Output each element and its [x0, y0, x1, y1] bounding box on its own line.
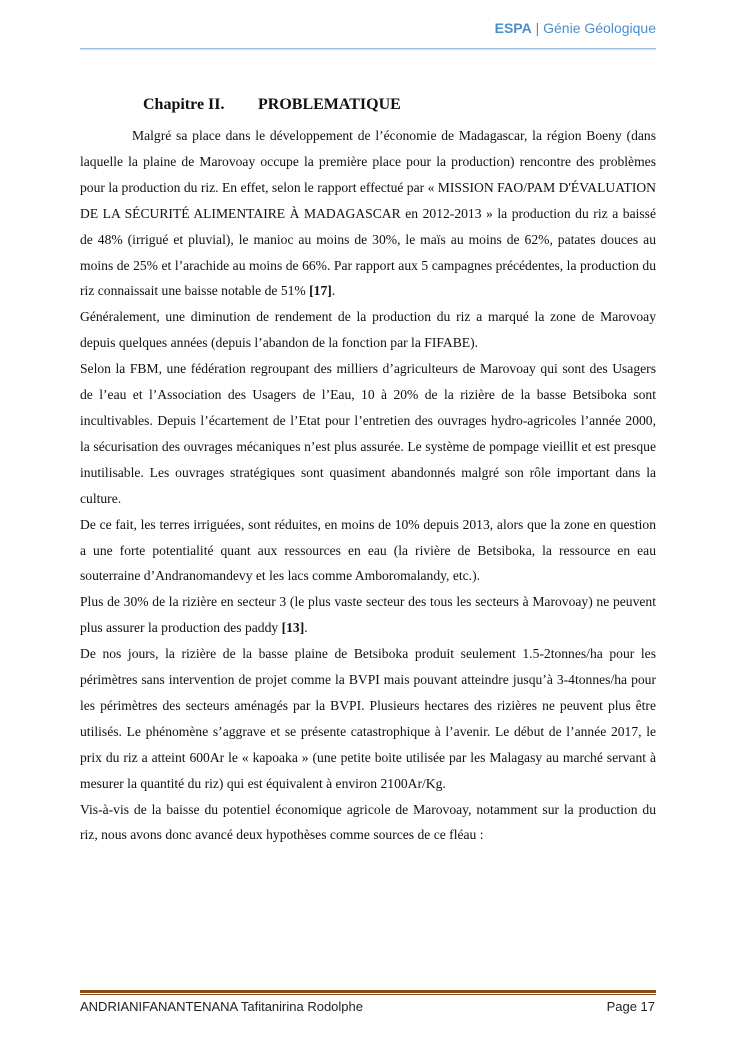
header-divider — [80, 48, 656, 49]
footer-author: ANDRIANIFANANTENANA Tafitanirina Rodolphe — [80, 999, 363, 1014]
chapter-number: Chapitre II. — [143, 96, 225, 113]
body-text — [80, 123, 656, 848]
paragraph-text: Généralement, une diminution de rendement de la production du riz a marqué la zone de Marovoay depuis quelques années (depuis l’abandon de la fonction par la FIFABE). — [80, 309, 656, 351]
paragraph-end: . — [331, 283, 336, 299]
paragraph — [80, 641, 656, 796]
paragraph — [80, 123, 656, 304]
footer-divider-thin — [80, 994, 656, 995]
header-department: Génie Géologique — [543, 20, 656, 36]
footer-divider-thick — [80, 990, 656, 993]
citation-ref: [17] — [309, 283, 332, 299]
header-separator: | — [531, 20, 544, 36]
paragraph-text: De nos jours, la rizière de la basse plaine de Betsiboka produit seulement 1.5-2tonnes/ha pour les périmètres sans intervention de projet comme la BVPI mais pouvant atteindre jusqu’à 3-4tonnes/ha pour les périmètres des secteurs aménagés par la BVPI. Plusieurs hectares des rizières ne peuvent plus être utilisés. Le phénomène s’aggrave et se présente catastrophique à l’avenir. Le début de l’année 2017, le prix du riz a atteint 600Ar le « kapoaka » (une petite boite utilisée par les Malagasy au marché servant à mesurer la quantité du riz) qui est équivalent à environ 2100Ar/Kg. — [80, 646, 656, 791]
citation-ref: [13] — [281, 620, 305, 636]
running-header — [495, 20, 656, 36]
header-school: ESPA — [494, 20, 532, 36]
paragraph — [80, 512, 656, 590]
paragraph-text: Malgré sa place dans le développement de l’économie de Madagascar, la région Boeny (dans laquelle la plaine de Marovoay occupe la première place pour la production) rencontre des problèmes pour la production du riz. En effet, selon le rapport effectué par « MISSION FAO/PAM D'ÉVALUATION DE LA SÉCURITÉ ALIMENTAIRE À MADAGASCAR en 2012-2013 » la production du riz a baissé de 48% (irrigué et pluvial), le manioc au moins de 30%, le maïs au moins de 62%, patates douces au moins de 25% et l’arachide au moins de 66%. Par rapport aux 5 campagnes précédentes, la production du riz connaissait une baisse notable de 51% — [80, 128, 656, 299]
paragraph-text: Vis-à-vis de la baisse du potentiel économique agricole de Marovoay, notamment sur la production du riz, nous avons donc avancé deux hypothèses comme sources de ce fléau : — [80, 801, 656, 843]
chapter-heading — [143, 96, 401, 114]
paragraph — [80, 797, 656, 849]
paragraph — [80, 304, 656, 356]
page-number: Page 17 — [606, 999, 655, 1014]
paragraph-text: De ce fait, les terres irriguées, sont réduites, en moins de 10% depuis 2013, alors que la zone en question a une forte potentialité quant aux ressources en eau (la rivière de Betsiboka, la ressource en eau souterraine d’Andranomandevy et les lacs comme Amboromalandy, etc.). — [80, 516, 656, 584]
paragraph-text: Plus de 30% de la rizière en secteur 3 (le plus vaste secteur des tous les secteurs à Marovoay) ne peuvent plus assurer la production des paddy — [80, 594, 656, 636]
paragraph — [80, 589, 656, 641]
paragraph-end: . — [304, 620, 308, 636]
chapter-title: PROBLEMATIQUE — [258, 96, 401, 113]
paragraph-text: Selon la FBM, une fédération regroupant des milliers d’agriculteurs de Marovoay qui sont des Usagers de l’eau et l’Association des Usagers de l’Eau, 10 à 20% de la rizière de la basse Betsiboka sont incultivables. Depuis l’écartement de l’Etat pour l’entretien des ouvrages hydro-agricoles l’année 2000, la sécurisation des ouvrages mécaniques n’est plus assurée. Le système de pompage vieillit et est presque inutilisable. Les ouvrages stratégiques sont quasiment abandonnés malgré son rôle important dans la culture. — [80, 361, 656, 506]
paragraph — [80, 356, 656, 511]
